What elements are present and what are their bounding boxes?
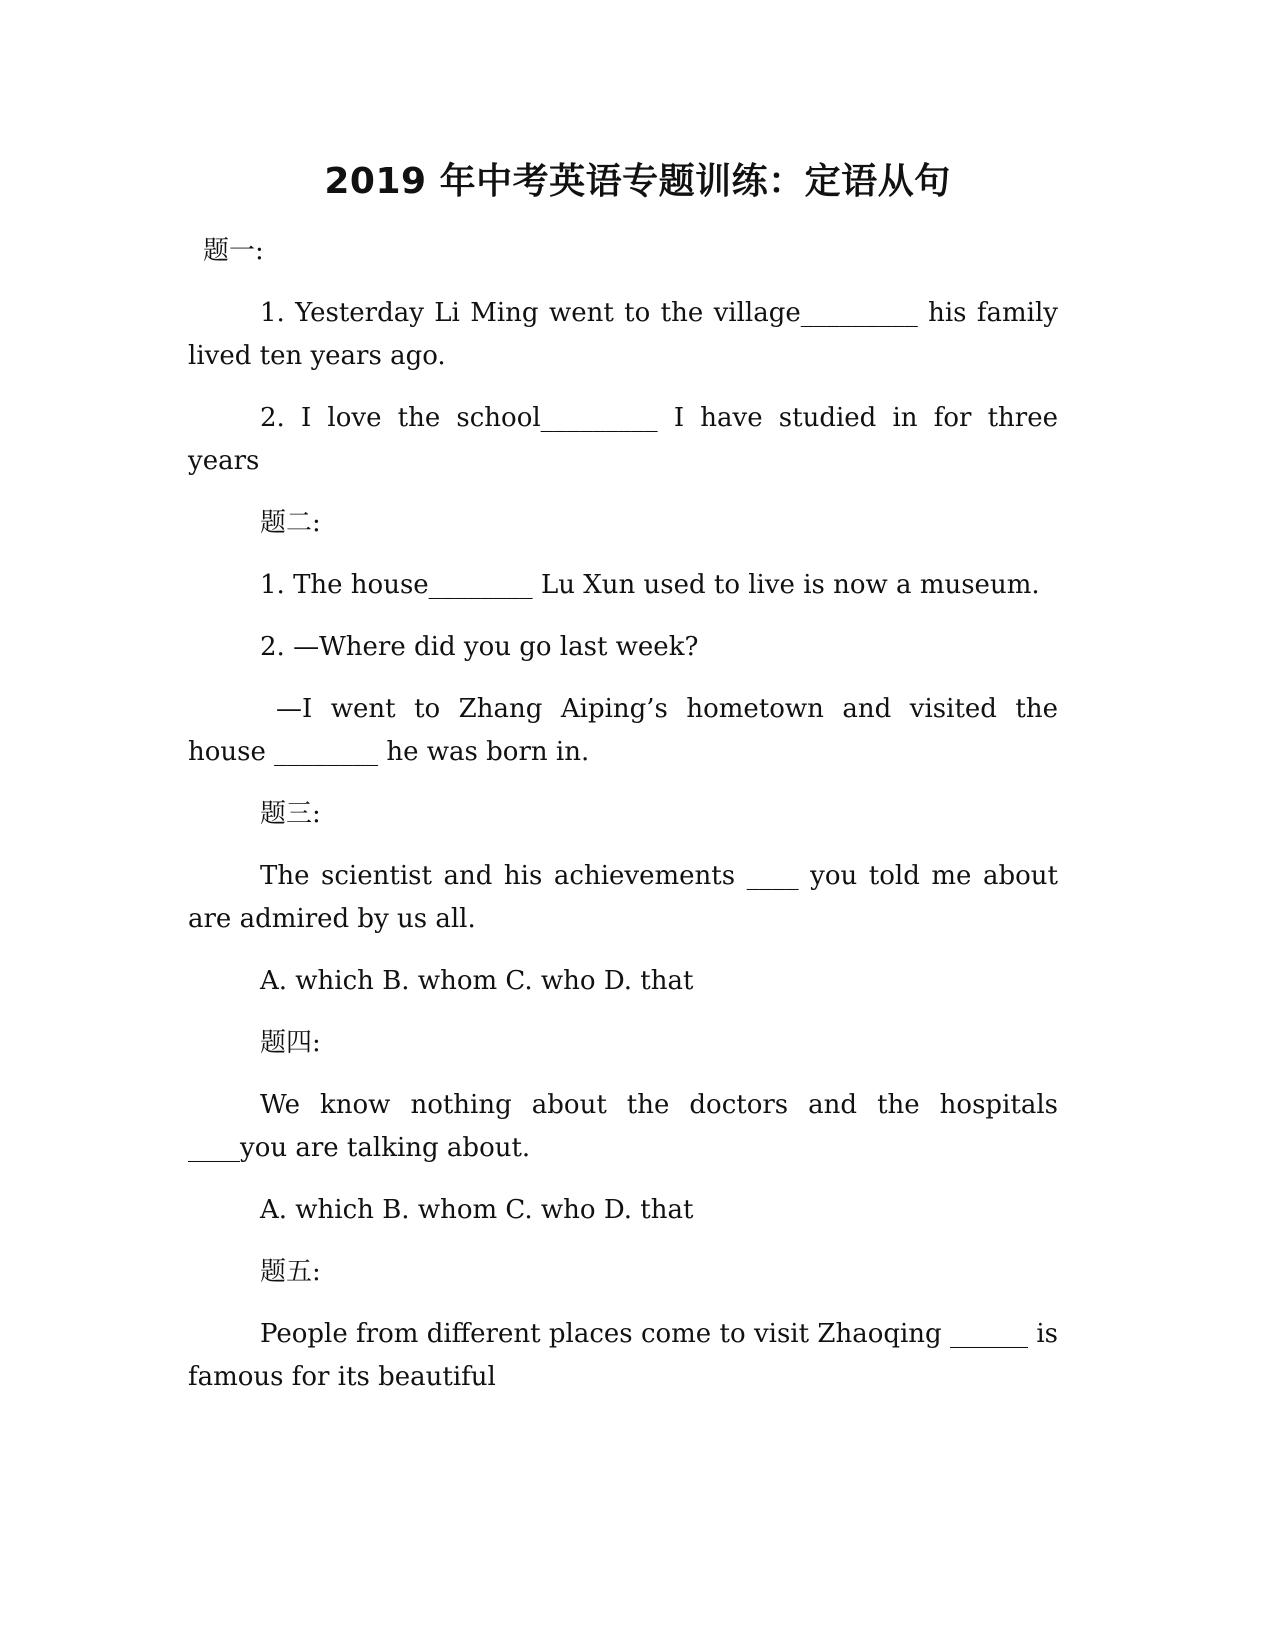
document-title: 2019 年中考英语专题训练：定语从句 (324, 161, 951, 202)
question-paragraph: We know nothing about the doctors and the hospitals ____you are talking about. (188, 1090, 1067, 1163)
document-body (188, 230, 1067, 1418)
question-paragraph: 1. Yesterday Li Ming went to the village_________ his family lived ten years ago. (188, 298, 1067, 371)
section-2 (188, 502, 1067, 774)
section-heading: 题五: (260, 1257, 321, 1287)
question-paragraph: —I went to Zhang Aiping’s hometown and visited the house ________ he was born in. (188, 694, 1067, 767)
question-paragraph: The scientist and his achievements ____ you told me about are admired by us all. (188, 861, 1067, 934)
question-paragraph: 2. I love the school_________ I have studied in for three years (188, 403, 1067, 476)
section-heading: 题三: (260, 799, 321, 829)
answer-options: A. which B. whom C. who D. that (260, 1195, 694, 1225)
section-4 (188, 1022, 1067, 1232)
section-heading: 题一: (203, 236, 264, 266)
question-paragraph: 2. —Where did you go last week? (260, 632, 699, 662)
section-heading: 题四: (260, 1028, 321, 1058)
question-paragraph: 1. The house________ Lu Xun used to live is now a museum. (260, 570, 1040, 600)
question-paragraph: People from different places come to visit Zhaoqing ______ is famous for its beautiful (188, 1319, 1067, 1392)
answer-options: A. which B. whom C. who D. that (260, 966, 694, 996)
section-heading: 题二: (260, 508, 321, 538)
section-5 (188, 1251, 1067, 1399)
section-1 (188, 230, 1067, 483)
section-3 (188, 793, 1067, 1003)
